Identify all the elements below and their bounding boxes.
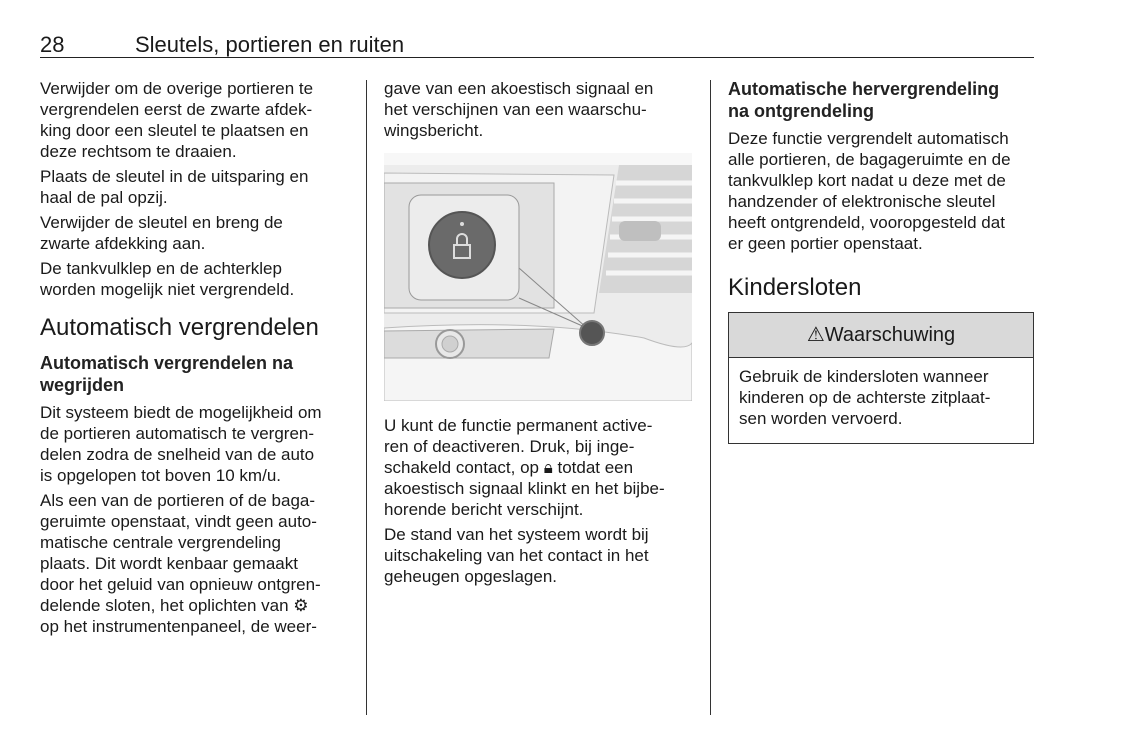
warning-text: Gebruik de kindersloten wanneer kinderen op de achterste zitplaat- sen worden vervoerd. [739,367,991,428]
warning-triangle-icon: ⚠ [806,324,825,346]
dashboard-lock-button-illustration [384,153,692,401]
paragraph: Deze functie vergrendelt automatisch alle portieren, de bagageruimte en de tankvulklep kort nadat u deze met de handzender of elektronische sleutel heeft ontgrendeld, vooropgesteld dat er geen portier openstaat. [728,129,1011,253]
paragraph: Dit systeem biedt de mogelijkheid om de portieren automatisch te vergren- delen zodra de snelheid van de auto is opgelopen tot boven 10 km/u. [40,403,322,485]
subsection-heading: Automatische hervergrendeling na ontgrendeling [728,79,1000,121]
paragraph: gave van een akoestisch signaal en het verschijnen van een waarschu- wingsbericht. [384,79,654,140]
section-heading: Automatisch vergrendelen [40,314,319,341]
paragraph: De stand van het systeem wordt bij uitschakeling van het contact in het geheugen opgeslagen. [384,525,649,586]
column-2 [384,78,694,591]
paragraph: Als een van de portieren of de baga- geruimte openstaat, vindt geen auto- matische centrale vergrendeling plaats. Dit wordt kenbaar gemaakt door het geluid van opnieuw ontgren- delende sloten, het oplichten van ⚙ op het instrumentenpaneel, de weer- [40,491,321,636]
warning-header [729,313,1033,358]
paragraph: U kunt de functie permanent active- ren of deactiveren. Druk, bij inge- schakeld contact, op 🔒︎ totdat een akoestisch signaal klinkt en het bijbe- horende bericht verschijnt. [384,416,665,519]
paragraph: De tankvulklep en de achterklep worden mogelijk niet vergrendeld. [40,259,295,299]
warning-title: Waarschuwing [824,324,956,346]
page-number: 28 [40,32,65,57]
column-divider [710,80,711,715]
column-divider [366,80,367,715]
column-1 [40,78,355,641]
paragraph: Verwijder de sleutel en breng de zwarte afdekking aan. [40,213,283,253]
warning-box [728,312,1034,444]
page-header [40,32,1034,58]
subsection-heading: Automatisch vergrendelen na wegrijden [40,353,294,395]
section-heading: Kindersloten [728,274,862,301]
column-3 [728,78,1034,444]
paragraph: Verwijder om de overige portieren te vergrendelen eerst de zwarte afdek- king door een sleutel te plaatsen en deze rechtsom te draaien. [40,79,314,161]
chapter-title: Sleutels, portieren en ruiten [135,32,405,57]
paragraph: Plaats de sleutel in de uitsparing en haal de pal opzij. [40,167,309,207]
